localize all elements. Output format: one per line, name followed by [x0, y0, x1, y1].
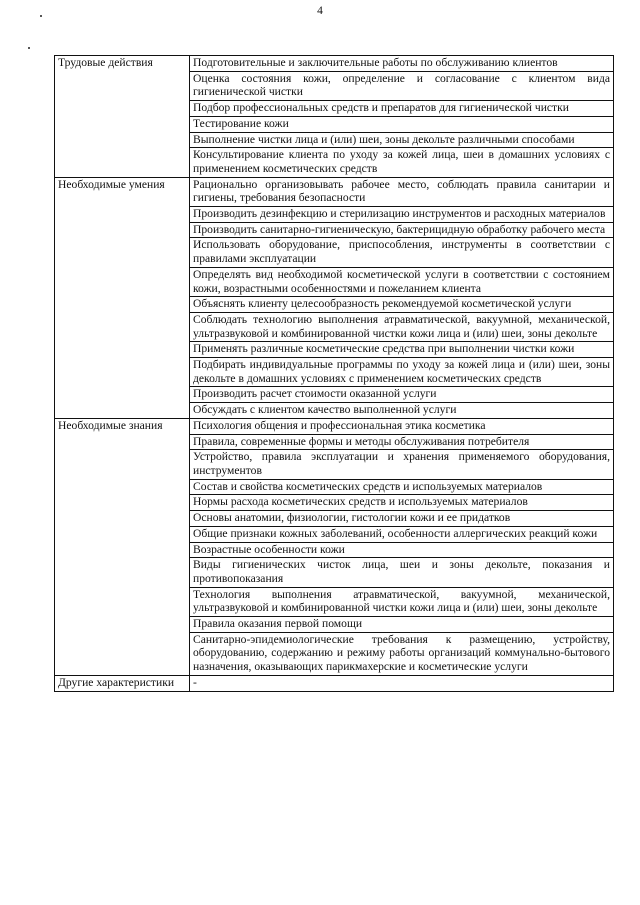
- requirement-item: -: [190, 675, 614, 691]
- requirement-item: Подбор профессиональных средств и препаратов для гигиенической чистки: [190, 101, 614, 117]
- requirement-item: Подбирать индивидуальные программы по уходу за кожей лица и (или) шеи, зоны декольте в домашних условиях с применением косметических средств: [190, 358, 614, 387]
- requirement-item: Определять вид необходимой косметической услуги в соответствии с состоянием кожи, возрастными особенностями и пожеланием клиента: [190, 267, 614, 296]
- requirement-item: Подготовительные и заключительные работы по обслуживанию клиентов: [190, 56, 614, 72]
- section-label-required-knowledge: Необходимые знания: [55, 418, 190, 675]
- requirement-item: Производить санитарно-гигиеническую, бактерицидную обработку рабочего места: [190, 222, 614, 238]
- requirement-item: Производить расчет стоимости оказанной услуги: [190, 387, 614, 403]
- requirement-item: Объяснять клиенту целесообразность рекомендуемой косметической услуги: [190, 297, 614, 313]
- requirement-item: Тестирование кожи: [190, 116, 614, 132]
- requirement-item: Консультирование клиента по уходу за кожей лица, шеи в домашних условиях с применением косметических средств: [190, 148, 614, 177]
- section-label-required-skills: Необходимые умения: [55, 177, 190, 418]
- requirement-item: Соблюдать технологию выполнения атравматической, вакуумной, механической, ультразвуковой и комбинированной чистки кожи лица и (или) шеи, зоны декольте: [190, 312, 614, 341]
- requirement-item: Правила оказания первой помощи: [190, 617, 614, 633]
- requirement-item: Общие признаки кожных заболеваний, особенности аллергических реакций кожи: [190, 526, 614, 542]
- requirement-item: Состав и свойства косметических средств и используемых материалов: [190, 479, 614, 495]
- requirement-item: Возрастные особенности кожи: [190, 542, 614, 558]
- requirement-item: Обсуждать с клиентом качество выполненной услуги: [190, 403, 614, 419]
- requirement-item: Рационально организовывать рабочее место, соблюдать правила санитарии и гигиены, требования безопасности: [190, 177, 614, 206]
- scan-speck: [28, 47, 30, 49]
- requirement-item: Устройство, правила эксплуатации и хранения применяемого оборудования, инструментов: [190, 450, 614, 479]
- requirement-item: Использовать оборудование, приспособления, инструменты в соответствии с правилами эксплуатации: [190, 238, 614, 267]
- requirement-item: Виды гигиенических чисток лица, шеи и зоны декольте, показания и противопоказания: [190, 558, 614, 587]
- page-number: 4: [317, 5, 323, 17]
- table-body: [55, 56, 614, 692]
- requirement-item: Применять различные косметические средства при выполнении чистки кожи: [190, 342, 614, 358]
- requirement-item: Технология выполнения атравматической, вакуумной, механической, ультразвуковой и комбинированной чистки кожи лица и (или) шеи, зоны декольте: [190, 587, 614, 616]
- requirement-item: Основы анатомии, физиологии, гистологии кожи и ее придатков: [190, 511, 614, 527]
- requirement-item: Нормы расхода косметических средств и используемых материалов: [190, 495, 614, 511]
- table-row: [55, 56, 614, 72]
- requirement-item: Психология общения и профессиональная этика косметика: [190, 418, 614, 434]
- section-label-labor-actions: Трудовые действия: [55, 56, 190, 178]
- job-function-table: [54, 55, 614, 692]
- requirement-item: Правила, современные формы и методы обслуживания потребителя: [190, 434, 614, 450]
- section-label-other-characteristics: Другие характеристики: [55, 675, 190, 691]
- table-row: [55, 418, 614, 434]
- requirement-item: Оценка состояния кожи, определение и согласование с клиентом вида гигиенической чистки: [190, 71, 614, 100]
- requirement-item: Санитарно-эпидемиологические требования к размещению, устройству, оборудованию, содержанию и режиму работы организаций коммунально-бытового назначения, оказывающих парикмахерские и косметические услуги: [190, 632, 614, 675]
- table-row: [55, 675, 614, 691]
- requirement-item: Производить дезинфекцию и стерилизацию инструментов и расходных материалов: [190, 207, 614, 223]
- table-row: [55, 177, 614, 206]
- requirement-item: Выполнение чистки лица и (или) шеи, зоны декольте различными способами: [190, 132, 614, 148]
